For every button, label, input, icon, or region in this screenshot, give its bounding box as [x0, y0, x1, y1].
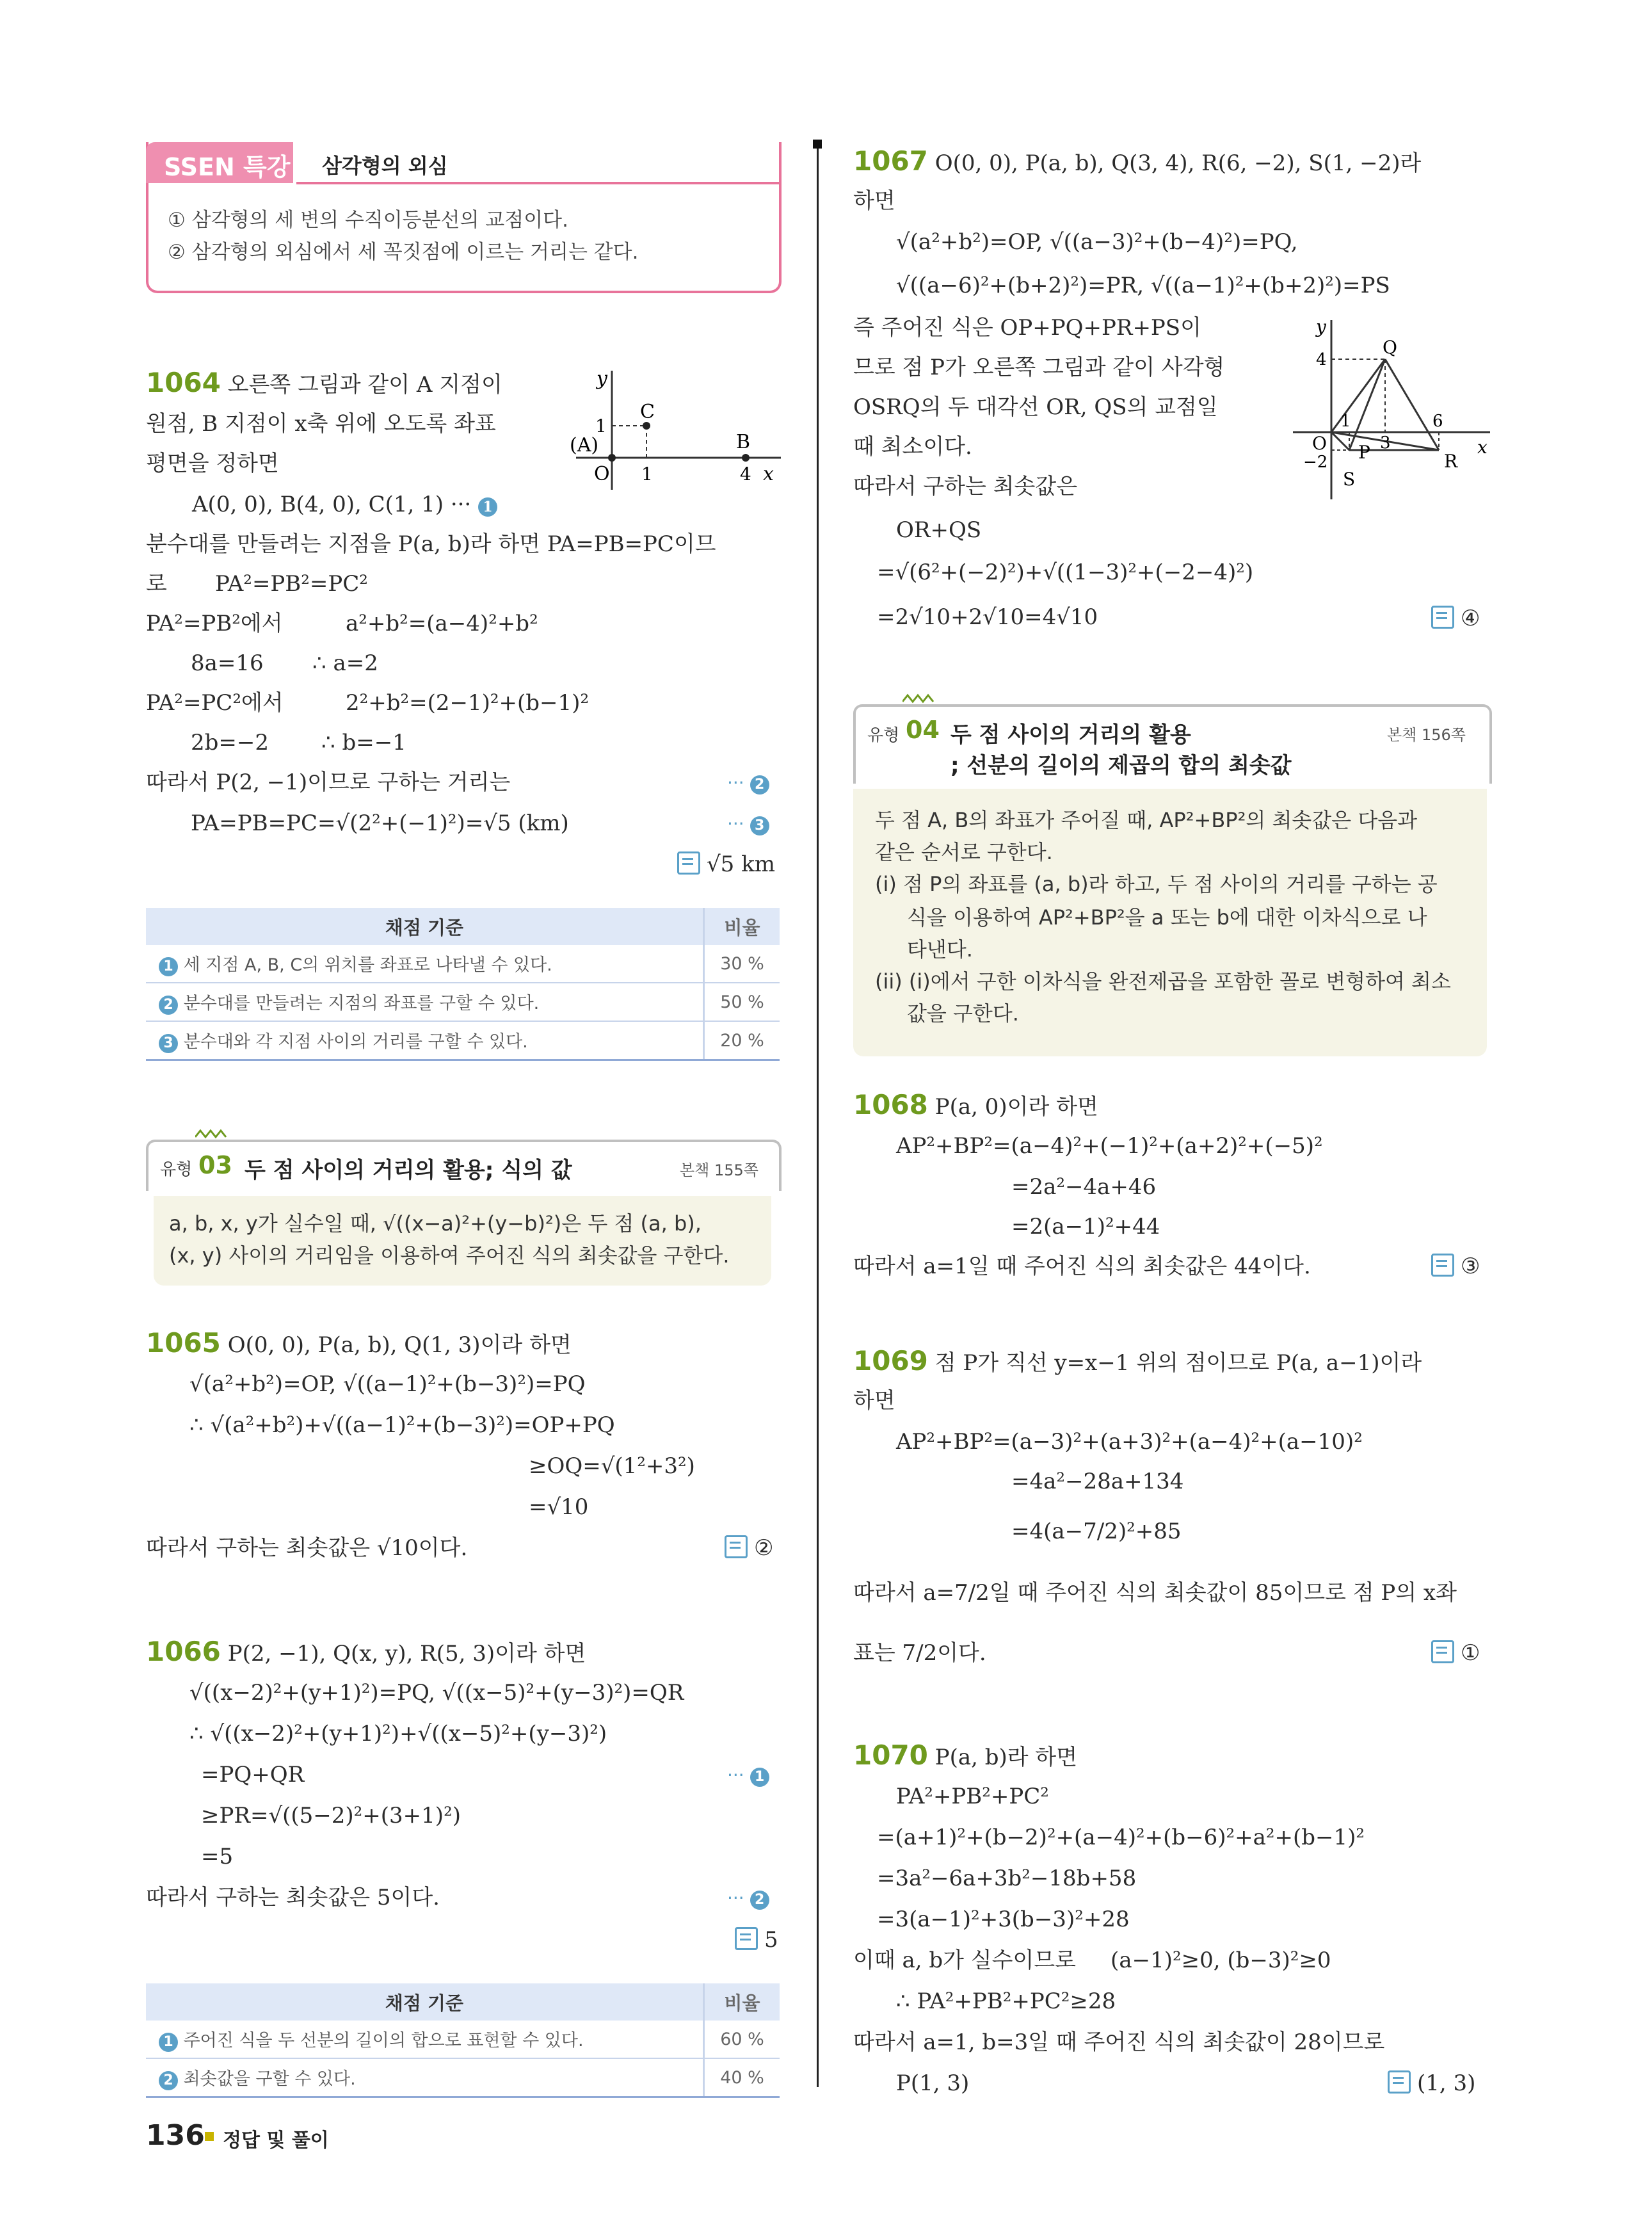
step-marker-2: ··· 2	[727, 772, 769, 795]
type-number: 04	[906, 716, 940, 744]
col-header-ratio: 비율	[704, 1983, 780, 2021]
row-pct: 20 %	[704, 1021, 780, 1060]
problem-1064-line-11: 따라서 P(2, −1)이므로 구하는 거리는	[146, 770, 511, 795]
row-text: 분수대와 각 지점 사이의 거리를 구할 수 있다.	[183, 1032, 528, 1052]
tip-line-5: 타낸다.	[907, 937, 973, 962]
problem-1069-line-2: 하면	[853, 1388, 895, 1414]
footer-title: 정답 및 풀이	[223, 2129, 329, 2152]
problem-1064-line-9b: 2²+b²=(2−1)²+(b−1)²	[346, 690, 589, 716]
zigzag-ornament	[195, 1128, 227, 1141]
type-reference: 본책 156쪽	[1387, 726, 1466, 744]
tip-line-1: a, b, x, y가 실수일 때, √((x−a)²+(y−b)²)은 두 점 (a, b),	[169, 1211, 702, 1236]
tip-line-1: 두 점 A, B의 좌표가 주어질 때, AP²+BP²의 최솟값은 다음과	[875, 808, 1418, 832]
type-04-tip	[853, 789, 1487, 1056]
problem-1067-line-3: √(a²+b²)=OP, √((a−3)²+(b−4)²)=PQ,	[896, 229, 1298, 255]
problem-1064-line-5: 분수대를 만들려는 지점을 P(a, b)라 하면 PA=PB=PC이므	[146, 531, 716, 557]
tick-y-4: 4	[1316, 350, 1327, 369]
problem-1064-line-6b: PA²=PB²=PC²	[215, 571, 368, 597]
label-x: x	[1477, 437, 1488, 458]
footer-square	[205, 2132, 214, 2141]
column-divider-marker	[813, 140, 822, 149]
problem-1070-line-3: =(a+1)²+(b−2)²+(a−4)²+(b−6)²+a²+(b−1)²	[877, 1825, 1365, 1850]
answer-icon	[1431, 1640, 1454, 1663]
tip-line-4: 식을 이용하여 AP²+BP²을 a 또는 b에 대한 이차식으로 나	[907, 905, 1427, 930]
problem-1070-line-6: 이때 a, b가 실수이므로 (a−1)²≥0, (b−3)²≥0	[853, 1948, 1331, 1973]
side-qr	[1385, 359, 1439, 450]
answer-1069	[1431, 1640, 1480, 1666]
problem-1067-line-5: 즉 주어진 식은 OP+PQ+PR+PS이	[853, 315, 1201, 341]
problem-1070-line-1	[853, 1741, 1077, 1771]
step-marker-2: ··· 2	[727, 1887, 769, 1910]
table-row	[146, 983, 780, 1021]
problem-1068-line-5: 따라서 a=1일 때 주어진 식의 최솟값은 44이다.	[853, 1254, 1311, 1279]
problem-1069-line-5: =4(a−7/2)²+85	[1011, 1519, 1182, 1544]
answer-1064	[677, 851, 775, 877]
ssen-title: 삼각형의 외심	[322, 154, 448, 178]
problem-1070-line-8: 따라서 a=1, b=3일 때 주어진 식의 최솟값이 28이므로	[853, 2029, 1385, 2055]
answer-value: ③	[1461, 1254, 1480, 1279]
ssen-tag-text: SSEN 특강	[164, 153, 291, 181]
problem-1069-line-6: 따라서 a=7/2일 때 주어진 식의 최솟값이 85이므로 점 P의 x좌	[853, 1580, 1457, 1606]
problem-1066-line-3: ∴ √((x−2)²+(y+1)²)+√((x−5)²+(y−3)²)	[189, 1721, 607, 1747]
tip-line-2: 같은 순서로 구한다.	[875, 840, 1053, 864]
ssen-point-1: ① 삼각형의 세 변의 수직이등분선의 교점이다.	[168, 209, 568, 232]
label-b: B	[736, 431, 751, 453]
problem-1066-line-6: =5	[201, 1844, 234, 1869]
problem-1068-line-1	[853, 1091, 1098, 1121]
grading-table-1066	[146, 1983, 780, 2098]
label-x: x	[763, 463, 774, 485]
problem-1064-line-12: PA=PB=PC=√(2²+(−1)²)=√5 (km)	[191, 811, 569, 836]
row-text: 세 지점 A, B, C의 위치를 좌표로 나타낼 수 있다.	[183, 955, 552, 975]
ssen-tag	[146, 142, 293, 183]
tick-x-1: 1	[641, 464, 653, 485]
problem-1064-line-9a: PA²=PC²에서	[146, 690, 284, 716]
type-number: 03	[198, 1151, 232, 1179]
row-marker: 2	[159, 2071, 178, 2090]
ssen-point-2: ② 삼각형의 외심에서 세 꼭짓점에 이르는 거리는 같다.	[168, 241, 639, 264]
problem-1068-line-3: =2a²−4a+46	[1011, 1174, 1157, 1200]
problem-number: 1070	[853, 1739, 928, 1771]
answer-icon	[677, 851, 700, 875]
problem-1064-line-3: 평면을 정하면	[146, 451, 279, 476]
answer-icon	[1431, 1254, 1454, 1277]
step-marker-3: ··· 3	[727, 813, 769, 835]
problem-number: 1065	[146, 1327, 221, 1359]
figure-1064-coordinate-plane	[570, 362, 787, 493]
tip-line-7: 값을 구한다.	[907, 1001, 1019, 1026]
problem-1064-line-8a: 8a=16	[191, 650, 264, 676]
tick-x-3: 3	[1380, 433, 1391, 453]
tick-y-m2: −2	[1303, 453, 1328, 472]
answer-value: 5	[764, 1927, 778, 1953]
type-title: 두 점 사이의 거리의 활용; 식의 값	[245, 1158, 572, 1183]
problem-1067-line-1	[853, 147, 1421, 177]
step-marker-1: ··· 1	[727, 1764, 769, 1787]
answer-icon	[1388, 2070, 1411, 2094]
type-label: 유형	[160, 1160, 193, 1179]
answer-value: √5 km	[707, 851, 775, 877]
problem-1070-line-5: =3(a−1)²+3(b−3)²+28	[877, 1907, 1130, 1932]
problem-1065-line-1	[146, 1329, 572, 1359]
table-row	[146, 945, 780, 983]
label-s: S	[1343, 469, 1356, 490]
type-04-header	[853, 704, 1492, 784]
problem-1069-line-1	[853, 1347, 1422, 1377]
answer-value: (1, 3)	[1417, 2070, 1476, 2096]
problem-1065-line-3: ∴ √(a²+b²)+√((a−1)²+(b−3)²)=OP+PQ	[189, 1412, 615, 1438]
row-pct: 30 %	[704, 945, 780, 983]
problem-1069-line-3: AP²+BP²=(a−3)²+(a+3)²+(a−4)²+(a−10)²	[896, 1429, 1363, 1455]
problem-number: 1068	[853, 1089, 928, 1120]
ssen-header	[146, 142, 780, 187]
problem-1067-line-11: =√(6²+(−2)²)+√((1−3)²+(−2−4)²)	[877, 560, 1254, 585]
problem-1070-line-7: ∴ PA²+PB²+PC²≥28	[896, 1989, 1116, 2014]
problem-1064-line-1	[146, 369, 502, 399]
tip-line-6: (ii) (i)에서 구한 이차식을 완전제곱을 포함한 꼴로 변형하여 최소	[875, 969, 1451, 994]
text: 오른쪽 그림과 같이 A 지점이	[227, 372, 502, 398]
row-marker: 3	[159, 1034, 178, 1053]
row-marker: 1	[159, 2033, 178, 2052]
type-reference: 본책 155쪽	[680, 1161, 758, 1179]
column-divider	[817, 141, 819, 2087]
row-text: 최솟값을 구할 수 있다.	[183, 2069, 356, 2089]
problem-1067-line-2: 하면	[853, 188, 895, 214]
problem-1065-line-5: =√10	[529, 1494, 589, 1520]
side-oq	[1331, 359, 1385, 432]
step-marker-1: 1	[478, 497, 497, 517]
type-03-header	[146, 1140, 782, 1191]
problem-1066-line-7: 따라서 구하는 최솟값은 5이다.	[146, 1885, 440, 1910]
problem-1064-line-4	[192, 490, 497, 519]
answer-icon	[1431, 606, 1454, 629]
label-y: y	[597, 367, 607, 390]
problem-1070-line-9: P(1, 3)	[896, 2070, 970, 2096]
label-r: R	[1444, 451, 1458, 472]
tip-line-2: (x, y) 사이의 거리임을 이용하여 주어진 식의 최솟값을 구한다.	[169, 1243, 730, 1268]
problem-1064-line-10a: 2b=−2	[191, 730, 269, 755]
row-pct: 50 %	[704, 983, 780, 1021]
problem-1067-line-9: 따라서 구하는 최솟값은	[853, 474, 1078, 499]
tick-x-6: 6	[1432, 412, 1443, 431]
table-row	[146, 2058, 780, 2097]
row-marker: 1	[159, 957, 178, 976]
answer-1070	[1388, 2070, 1475, 2096]
problem-1064-line-6a: 로	[146, 571, 167, 597]
text: P(a, 0)이라 하면	[934, 1094, 1098, 1120]
problem-number: 1067	[853, 145, 928, 177]
label-q: Q	[1383, 337, 1397, 358]
problem-1070-line-2: PA²+PB²+PC²	[896, 1784, 1049, 1809]
problem-1064-line-7b: a²+b²=(a−4)²+b²	[346, 611, 538, 636]
answer-value: ②	[754, 1535, 774, 1561]
text: P(a, b)라 하면	[934, 1745, 1078, 1770]
tick-x-4: 4	[740, 464, 751, 485]
text: O(0, 0), P(a, b), Q(3, 4), R(6, −2), S(1, −2)라	[934, 150, 1422, 176]
row-text: 분수대를 만들려는 지점의 좌표를 구할 수 있다.	[183, 994, 540, 1013]
label-y: y	[1316, 316, 1326, 337]
answer-1066	[735, 1927, 778, 1953]
row-pct: 60 %	[704, 2021, 780, 2058]
row-text: 주어진 식을 두 선분의 길이의 합으로 표현할 수 있다.	[183, 2031, 584, 2051]
answer-value: ④	[1461, 606, 1480, 631]
problem-number: 1066	[146, 1636, 221, 1667]
text: O(0, 0), P(a, b), Q(1, 3)이라 하면	[227, 1332, 572, 1358]
problem-1068-line-2: AP²+BP²=(a−4)²+(−1)²+(a+2)²+(−5)²	[896, 1133, 1323, 1159]
problem-1067-line-6: 므로 점 P가 오른쪽 그림과 같이 사각형	[853, 355, 1225, 380]
problem-1067-line-10: OR+QS	[896, 517, 982, 543]
problem-1067-line-4: √((a−6)²+(b+2)²)=PR, √((a−1)²+(b+2)²)=PS	[896, 273, 1390, 298]
problem-1067-line-8: 때 최소이다.	[853, 434, 972, 460]
answer-icon	[735, 1927, 758, 1950]
problem-1069-line-4: =4a²−28a+134	[1011, 1469, 1184, 1494]
tick-x-1: 1	[1340, 412, 1351, 431]
grading-table-1064	[146, 908, 780, 1061]
problem-1064-line-7a: PA²=PB²에서	[146, 611, 283, 636]
label-c: C	[640, 401, 655, 423]
problem-number: 1064	[146, 367, 221, 398]
answer-1068	[1431, 1254, 1480, 1279]
problem-1066-line-2: √((x−2)²+(y+1)²)=PQ, √((x−5)²+(y−3)²)=QR	[189, 1680, 684, 1706]
table-row	[146, 1021, 780, 1060]
col-header-criteria: 채점 기준	[146, 908, 704, 945]
problem-1068-line-4: =2(a−1)²+44	[1011, 1214, 1160, 1239]
page-number: 136	[146, 2119, 205, 2152]
type-label: 유형	[867, 726, 900, 745]
problem-1064-line-10b: ∴ b=−1	[321, 730, 406, 755]
problem-1066-line-5: ≥PR=√((5−2)²+(3+1)²)	[201, 1803, 461, 1828]
table-row	[146, 2021, 780, 2058]
label-o: O	[1312, 433, 1327, 454]
problem-1065-line-6: 따라서 구하는 최솟값은 √10이다.	[146, 1535, 468, 1561]
point-b	[742, 454, 750, 462]
problem-1066-line-4: =PQ+QR	[201, 1762, 305, 1787]
problem-1066-line-1	[146, 1638, 586, 1668]
type-03-tip	[154, 1196, 771, 1286]
label-o: O	[594, 463, 610, 485]
problem-1070-line-4: =3a²−6a+3b²−18b+58	[877, 1866, 1137, 1891]
type-title-1: 두 점 사이의 거리의 활용	[950, 722, 1191, 748]
text: P(2, −1), Q(x, y), R(5, 3)이라 하면	[227, 1641, 586, 1666]
text: 점 P가 직선 y=x−1 위의 점이므로 P(a, a−1)이라	[934, 1350, 1422, 1376]
problem-1067-line-7: OSRQ의 두 대각선 OR, QS의 교점일	[853, 394, 1218, 420]
zigzag-ornament	[902, 693, 934, 706]
answer-icon	[725, 1535, 748, 1558]
label-p: P	[1358, 442, 1370, 463]
row-marker: 2	[159, 996, 178, 1015]
problem-1064-line-2: 원점, B 지점이 x축 위에 오도록 좌표	[146, 411, 496, 437]
text: A(0, 0), B(4, 0), C(1, 1) ···	[192, 492, 472, 517]
col-header-ratio: 비율	[704, 908, 780, 945]
figure-1067-quadrilateral	[1287, 314, 1498, 506]
tick-y-1: 1	[595, 416, 607, 437]
ssen-rule	[296, 182, 780, 184]
problem-1064-line-8b: ∴ a=2	[312, 650, 378, 676]
col-header-criteria: 채점 기준	[146, 1983, 704, 2021]
answer-1065	[725, 1535, 773, 1561]
point-a	[608, 454, 616, 462]
problem-1067-line-12: =2√10+2√10=4√10	[877, 604, 1098, 630]
type-title-2: ; 선분의 길이의 제곱의 합의 최솟값	[950, 753, 1292, 779]
label-a: (A)	[570, 434, 599, 456]
tip-line-3: (i) 점 P의 좌표를 (a, b)라 하고, 두 점 사이의 거리를 구하는 공	[875, 872, 1438, 896]
problem-1069-line-7: 표는 7/2이다.	[853, 1640, 986, 1666]
problem-1065-line-4: ≥OQ=√(1²+3²)	[529, 1453, 695, 1479]
row-pct: 40 %	[704, 2058, 780, 2097]
answer-value: ①	[1461, 1640, 1480, 1666]
problem-number: 1069	[853, 1345, 928, 1376]
problem-1065-line-2: √(a²+b²)=OP, √((a−1)²+(b−3)²)=PQ	[189, 1371, 586, 1397]
answer-1067	[1431, 606, 1480, 631]
